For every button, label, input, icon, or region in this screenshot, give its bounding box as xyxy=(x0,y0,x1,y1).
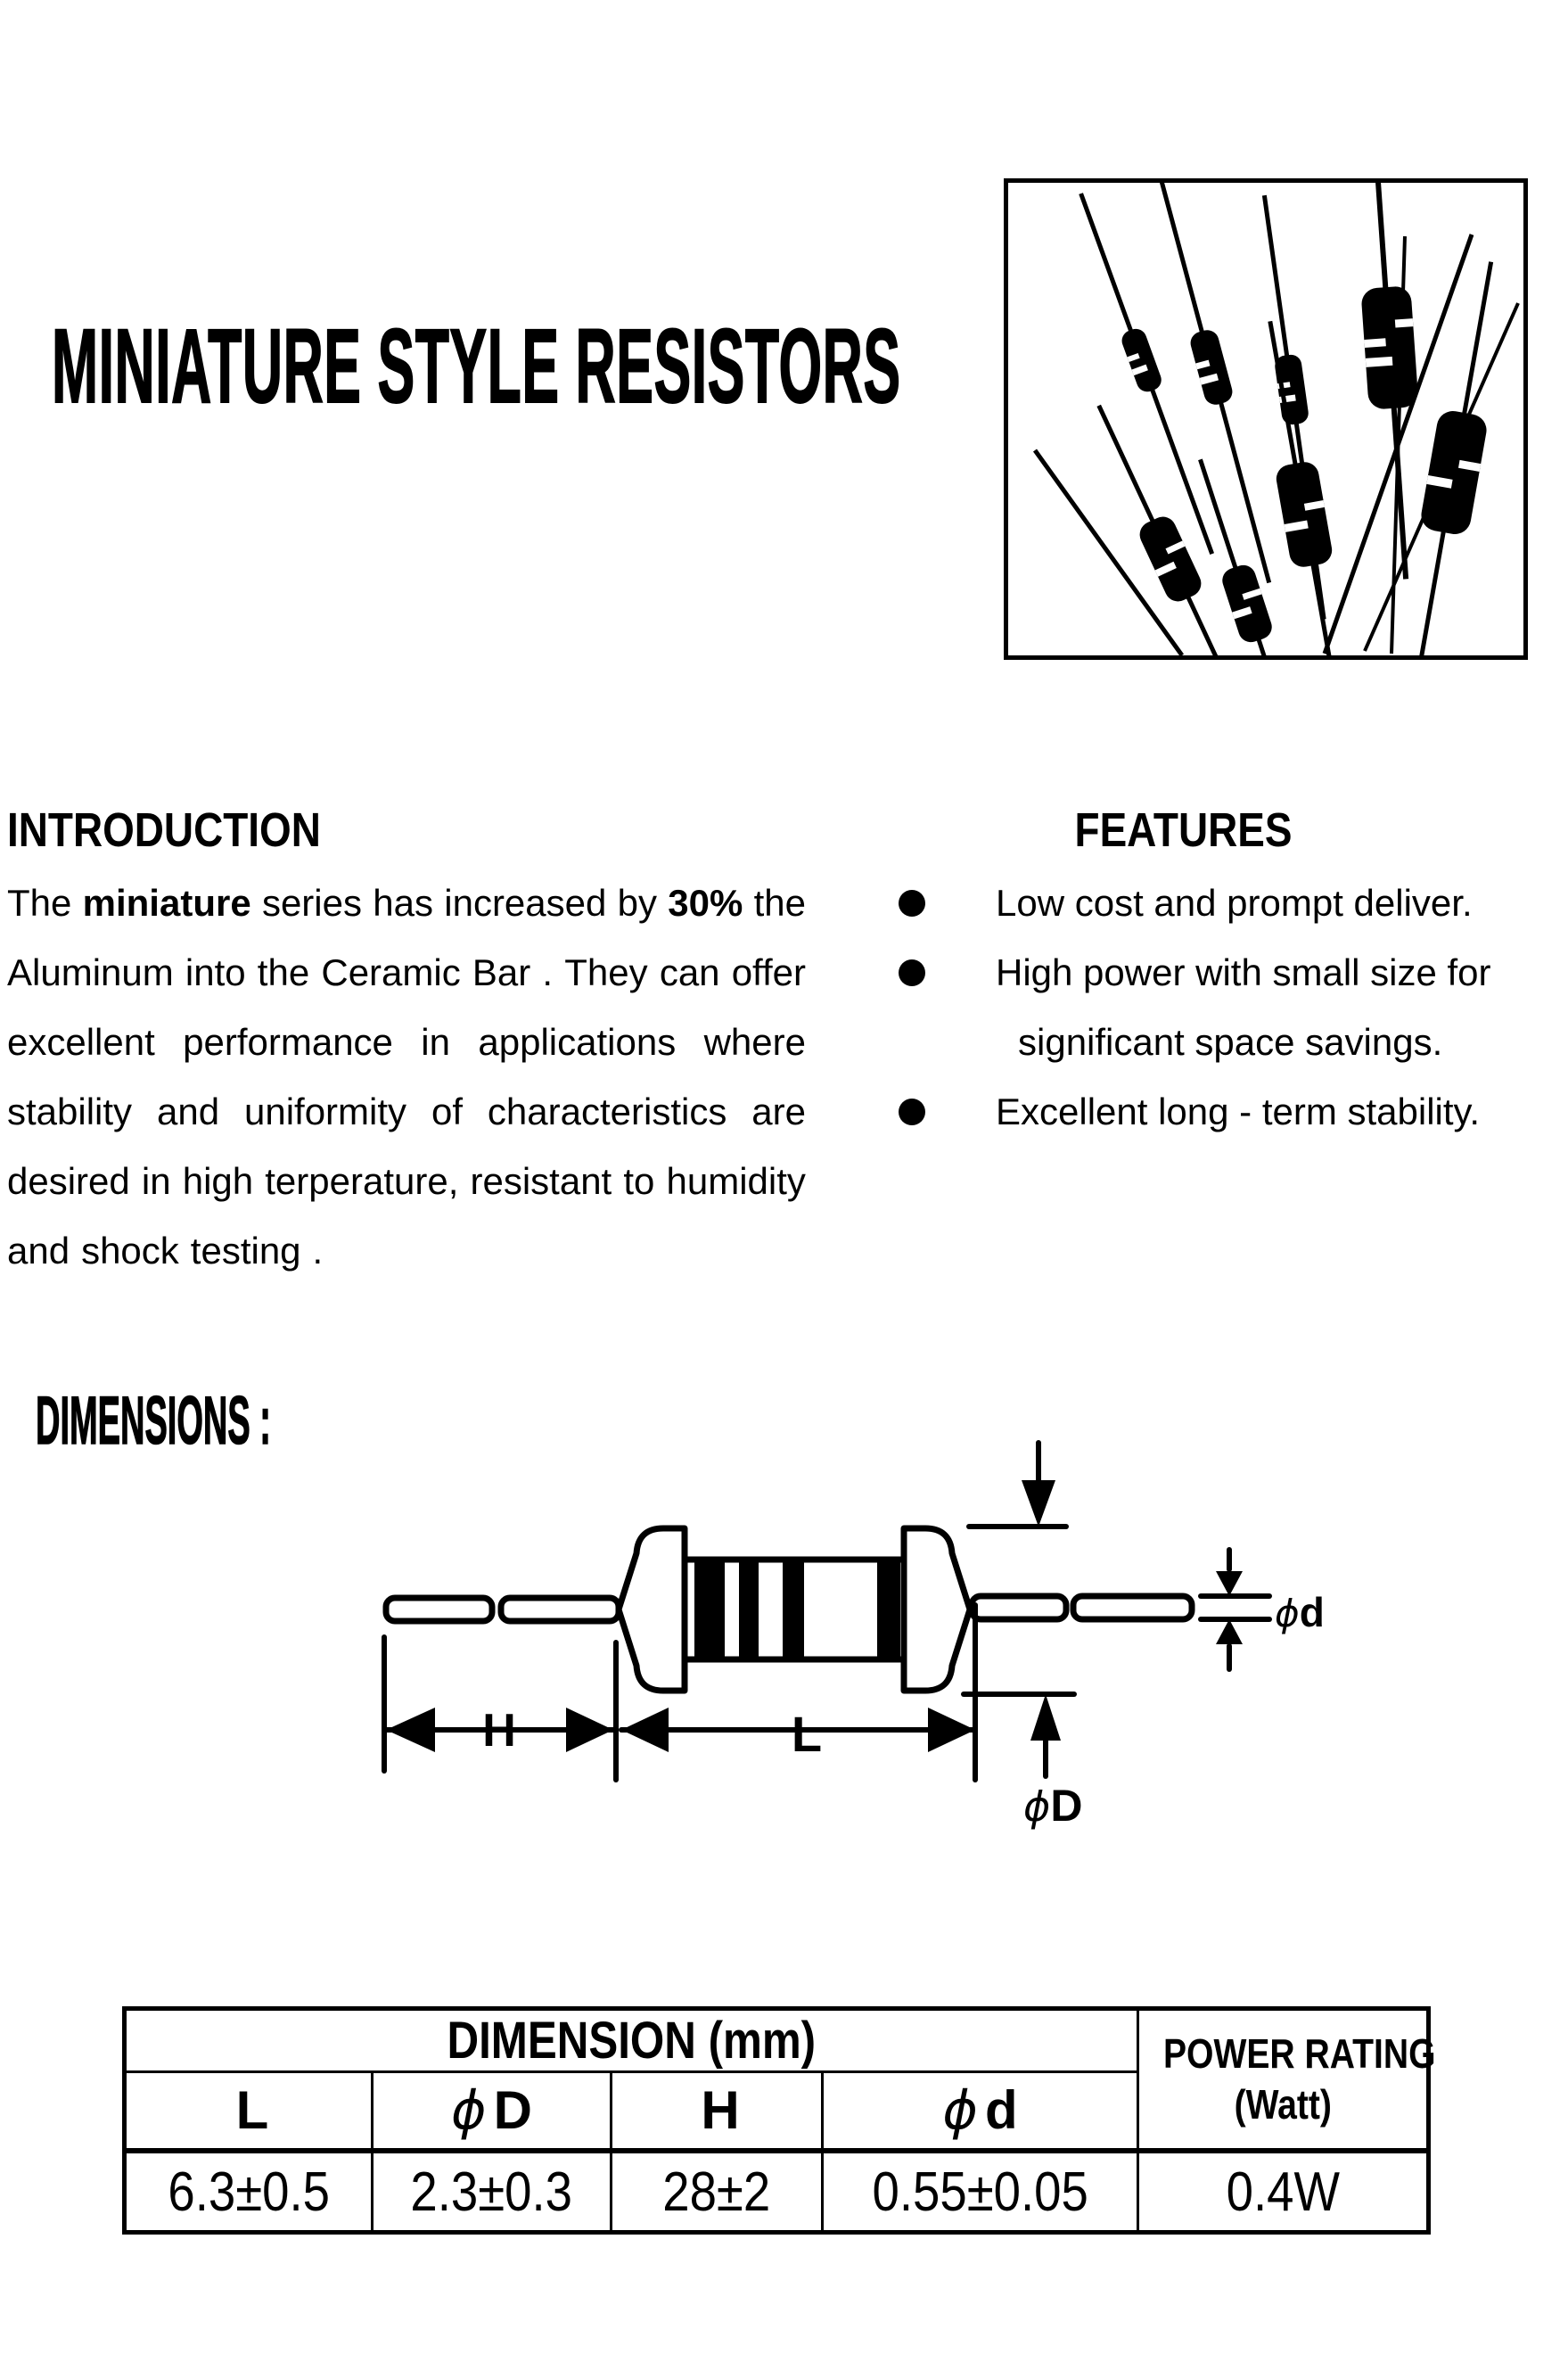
introduction-heading: INTRODUCTION xyxy=(7,803,321,857)
introduction-line: excellent performance in applications where xyxy=(7,1021,806,1063)
l-dimension xyxy=(621,1706,975,1762)
h-dimension xyxy=(386,1705,613,1757)
spec-table xyxy=(122,2006,1436,2235)
feature-item: High power with small size for xyxy=(899,938,1523,1008)
power-rating-header: POWER RATING (Watt) xyxy=(1138,2009,1429,2152)
page-title: MINIATURE STYLE RESISTORS xyxy=(52,308,901,425)
bullet-icon xyxy=(899,959,925,986)
h-label: H xyxy=(482,1705,516,1757)
introduction-paragraph xyxy=(7,868,806,1286)
l-label: L xyxy=(791,1706,823,1762)
top-reference-arrow-icon xyxy=(969,1443,1066,1527)
feature-item-continuation: significant space savings. xyxy=(1018,1021,1443,1063)
phi-d-label: ϕd xyxy=(1275,1589,1325,1635)
value-H: 28±2 xyxy=(612,2151,823,2233)
value-phiD: 2.3±0.3 xyxy=(373,2151,612,2233)
features-list xyxy=(899,868,1523,1147)
dimension-group-header: DIMENSION (mm) xyxy=(125,2009,1138,2072)
lead-left xyxy=(386,1598,619,1621)
feature-item: Excellent long - term stability. xyxy=(899,1077,1523,1147)
col-header-L: L xyxy=(125,2072,373,2152)
value-L: 6.3±0.5 xyxy=(125,2151,373,2233)
introduction-line: stability and uniformity of characteristics are xyxy=(7,1091,806,1132)
lead-right xyxy=(972,1596,1192,1619)
introduction-line: The miniature series has increased by 30% the xyxy=(7,882,806,924)
introduction-line: and shock testing . xyxy=(7,1230,324,1272)
bullet-icon xyxy=(899,1099,925,1125)
introduction-line: desired in high terperature, resistant to humidity xyxy=(7,1160,806,1202)
lead-diameter-callout xyxy=(1201,1550,1325,1669)
dimensions-heading: DIMENSIONS : xyxy=(36,1383,271,1459)
body-diameter-callout xyxy=(964,1694,1082,1831)
value-power: 0.4W xyxy=(1138,2151,1429,2233)
value-phid: 0.55±0.05 xyxy=(823,2151,1138,2233)
col-header-H: H xyxy=(612,2072,823,2152)
col-header-phiD: ϕ D xyxy=(373,2072,612,2152)
col-header-phid: ϕ d xyxy=(823,2072,1138,2152)
features-heading: FEATURES xyxy=(1075,803,1293,857)
phi-D-label: ϕD xyxy=(1023,1781,1083,1831)
introduction-line: Aluminum into the Ceramic Bar . They can offer xyxy=(7,951,806,993)
feature-item: Low cost and prompt deliver. xyxy=(899,868,1523,938)
resistor-body xyxy=(619,1528,970,1691)
resistor-dimension-diagram xyxy=(357,1418,1346,1837)
bullet-icon xyxy=(899,890,925,917)
photo-frame xyxy=(1004,178,1528,660)
resistors-photo xyxy=(1008,183,1523,655)
